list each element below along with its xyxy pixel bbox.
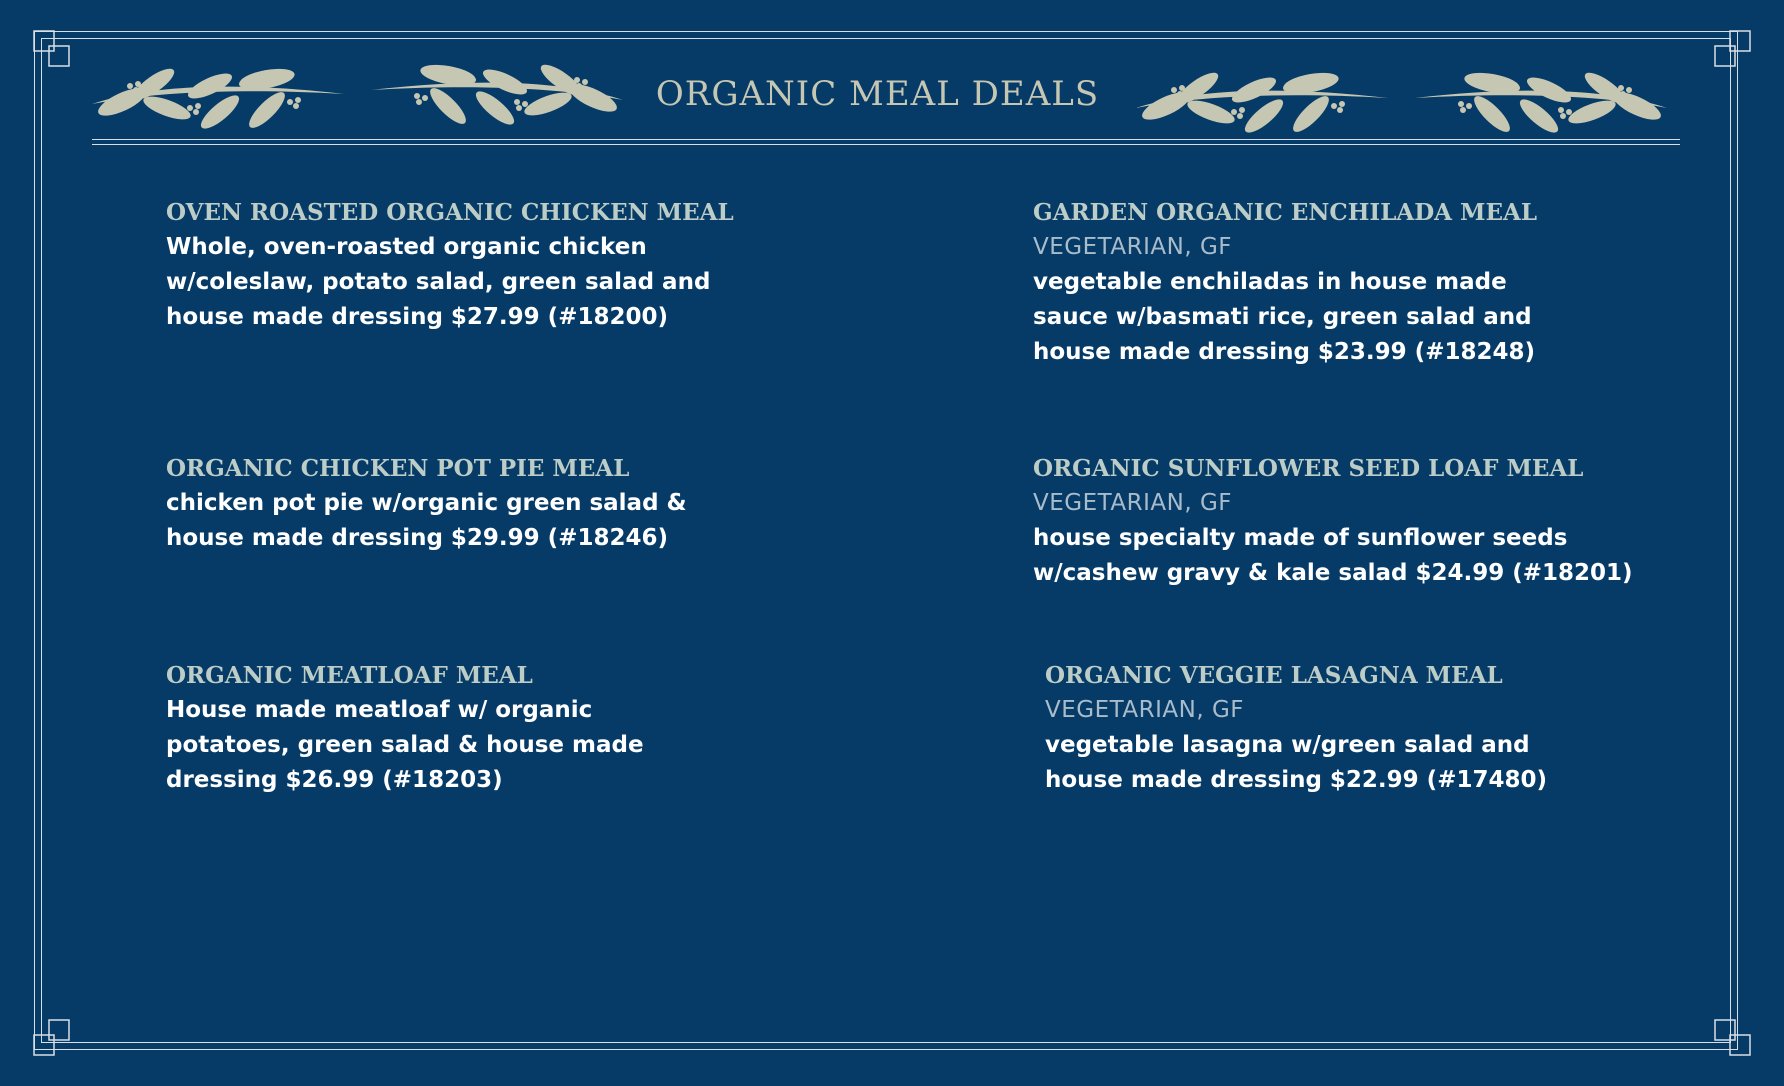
description-line: chicken pot pie w/organic green salad &	[166, 490, 687, 516]
menu-item-description	[1045, 728, 1745, 798]
dietary-tag: VEGETARIAN, GF	[1045, 697, 1244, 723]
menu-item-name: OVEN ROASTED ORGANIC CHICKEN MEAL	[166, 199, 734, 226]
description-line: house specialty made of sunflower seeds	[1033, 525, 1568, 551]
menu-item-sunflower-seed-loaf	[1033, 451, 1733, 591]
olive-branch-icon	[1136, 50, 1391, 140]
header-divider	[92, 144, 1680, 145]
description-line: house made dressing $27.99 (#18200)	[166, 304, 668, 330]
menu-item-description	[166, 693, 866, 798]
menu-item-name: GARDEN ORGANIC ENCHILADA MEAL	[1033, 199, 1538, 226]
corner-ornament-icon	[29, 26, 85, 82]
corner-ornament-icon	[1699, 26, 1755, 82]
description-line: w/coleslaw, potato salad, green salad and	[166, 269, 711, 295]
description-line: vegetable enchiladas in house made	[1033, 269, 1507, 295]
menu-item-oven-roasted-chicken	[166, 195, 866, 335]
menu-item-description	[1033, 521, 1733, 591]
description-line: house made dressing $29.99 (#18246)	[166, 525, 668, 551]
description-line: vegetable lasagna w/green salad and	[1045, 732, 1530, 758]
corner-ornament-icon	[29, 1004, 85, 1060]
menu-item-name: ORGANIC MEATLOAF MEAL	[166, 662, 533, 689]
olive-branch-icon	[368, 42, 623, 132]
dietary-tag: VEGETARIAN, GF	[1033, 490, 1232, 516]
olive-branch-icon	[92, 46, 347, 136]
menu-item-name: ORGANIC SUNFLOWER SEED LOAF MEAL	[1033, 455, 1584, 482]
description-line: sauce w/basmati rice, green salad and	[1033, 304, 1532, 330]
description-line: w/cashew gravy & kale salad $24.99 (#18201)	[1033, 560, 1633, 586]
menu-item-description	[1033, 265, 1733, 370]
menu-item-description	[166, 486, 866, 556]
menu-item-name: ORGANIC VEGGIE LASAGNA MEAL	[1045, 662, 1503, 689]
description-line: dressing $26.99 (#18203)	[166, 767, 503, 793]
description-line: potatoes, green salad & house made	[166, 732, 644, 758]
dietary-tag: VEGETARIAN, GF	[1033, 234, 1232, 260]
description-line: house made dressing $22.99 (#17480)	[1045, 767, 1547, 793]
olive-branch-icon	[1412, 50, 1667, 140]
corner-ornament-icon	[1699, 1004, 1755, 1060]
menu-item-description	[166, 230, 866, 335]
header-divider	[92, 139, 1680, 140]
description-line: house made dressing $23.99 (#18248)	[1033, 339, 1535, 365]
description-line: Whole, oven-roasted organic chicken	[166, 234, 647, 260]
menu-item-chicken-pot-pie	[166, 451, 866, 556]
menu-item-name: ORGANIC CHICKEN POT PIE MEAL	[166, 455, 630, 482]
description-line: House made meatloaf w/ organic	[166, 697, 593, 723]
menu-item-enchilada	[1033, 195, 1733, 370]
menu-item-meatloaf	[166, 658, 866, 798]
menu-item-veggie-lasagna	[1045, 658, 1745, 798]
page-title: ORGANIC MEAL DEALS	[655, 74, 1100, 114]
